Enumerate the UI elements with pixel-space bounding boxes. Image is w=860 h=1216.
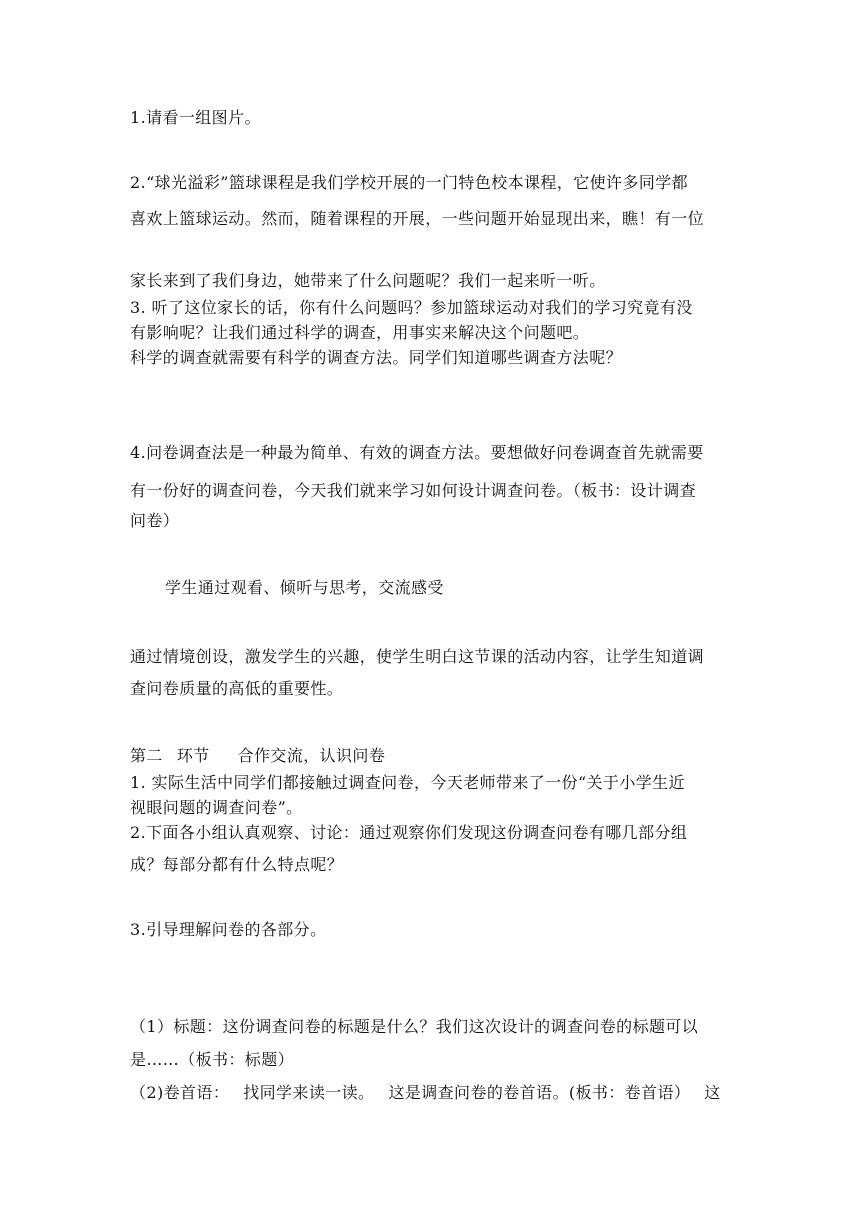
section-heading-part2: 环节: [176, 746, 210, 765]
section-heading-part3: 合作交流，认识问卷: [237, 746, 386, 765]
section-heading: [130, 746, 740, 766]
paragraph-line: 4.问卷调查法是一种最为简单、有效的调查方法。要想做好问卷调查首先就需要: [130, 443, 704, 462]
paragraph-line: 1. 实际生活中同学们都接触过调查问卷，今天老师带来了一份“关于小学生近: [130, 773, 685, 792]
section-heading-part1: 第二: [130, 746, 163, 765]
last-line: [130, 1083, 740, 1103]
last-line-part3: 这是调查问卷的卷首语。(板书：卷首语）: [388, 1083, 691, 1102]
student-activity-line: 学生通过观看、倾听与思考，交流感受: [165, 578, 444, 597]
paragraph-line: 3.引导理解问卷的各部分。: [130, 920, 327, 939]
paragraph-line: 有一份好的调查问卷，今天我们就来学习如何设计调查问卷。（板书：设计调查: [130, 481, 697, 500]
paragraph-line: 2.“球光溢彩”篮球课程是我们学校开展的一门特色校本课程，它使许多同学都: [130, 173, 689, 192]
last-line-part2: 找同学来读一读。: [243, 1083, 375, 1102]
paragraph-line: 喜欢上篮球运动。然而，随着课程的开展，一些问题开始显现出来，瞧！有一位: [130, 209, 705, 228]
last-line-part1: （2)卷首语：: [130, 1083, 230, 1102]
paragraph-line: 家长来到了我们身边，她带来了什么问题呢？我们一起来听一听。: [130, 271, 606, 290]
paragraph-line: 是……（板书：标题）: [130, 1050, 295, 1069]
paragraph-line: 查问卷质量的高低的重要性。: [130, 679, 344, 698]
paragraph-line: 1.请看一组图片。: [130, 108, 261, 127]
paragraph-line: 3. 听了这位家长的话，你有什么问题吗？参加篮球运动对我们的学习究竟有没: [130, 298, 693, 317]
paragraph-line: （1）标题：这份调查问卷的标题是什么？我们这次设计的调查问卷的标题可以: [130, 1017, 699, 1036]
last-line-part4: 这: [704, 1083, 721, 1102]
paragraph-line: 科学的调查就需要有科学的调查方法。同学们知道哪些调查方法呢？: [130, 348, 623, 367]
paragraph-line: 2.下面各小组认真观察、讨论：通过观察你们发现这份调查问卷有哪几部分组: [130, 823, 688, 842]
paragraph-line: 问卷）: [130, 511, 180, 530]
paragraph-line: 通过情境创设，激发学生的兴趣，使学生明白这节课的活动内容，让学生知道调: [130, 647, 705, 666]
paragraph-line: 视眼问题的调查问卷”。: [130, 798, 303, 817]
paragraph-line: 有影响呢？让我们通过科学的调查，用事实来解决这个问题吧。: [130, 323, 590, 342]
paragraph-line: 成？每部分都有什么特点呢？: [130, 855, 344, 874]
